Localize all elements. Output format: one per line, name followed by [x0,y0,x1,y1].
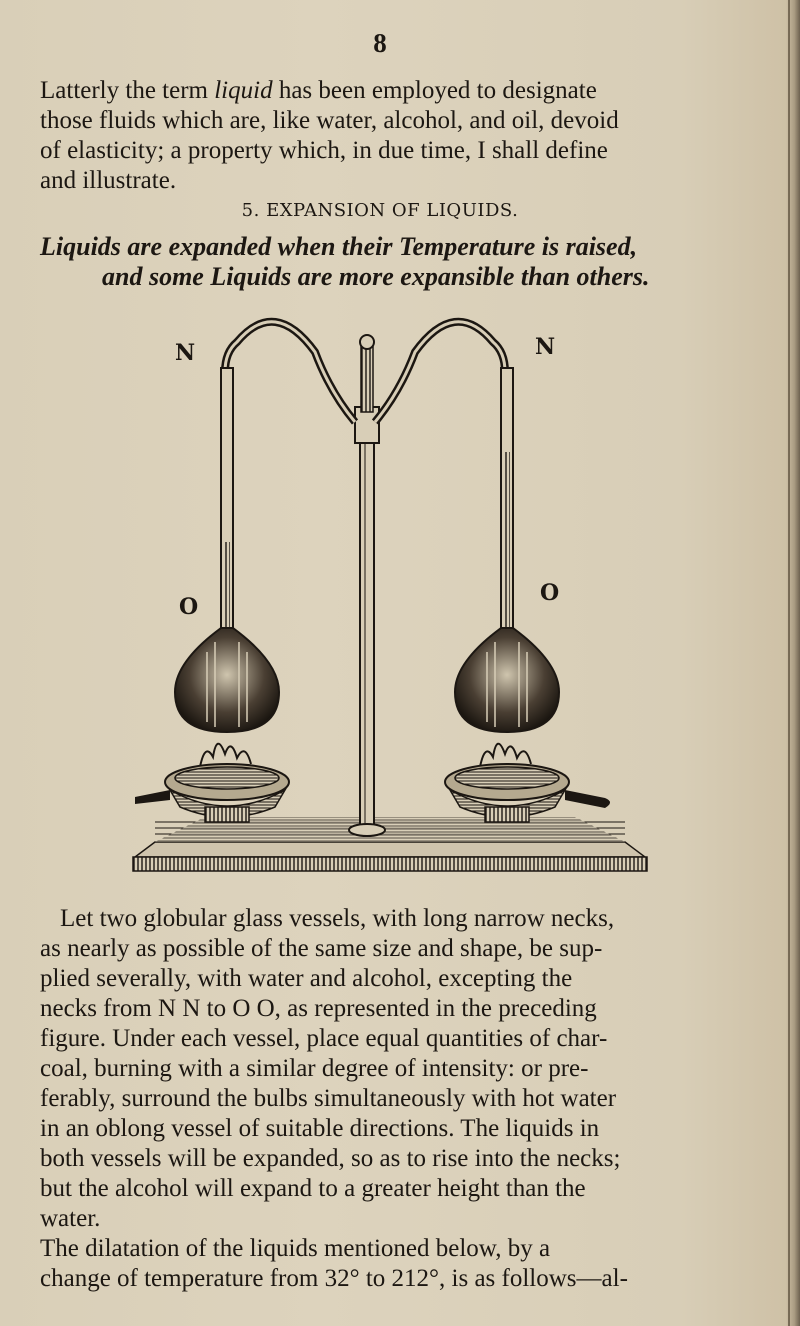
section-heading: 5. EXPANSION OF LIQUIDS. [241,200,519,221]
label-o-right: O [540,580,560,606]
right-bent-neck [375,322,505,422]
body-line: coal, burning with a similar degree of intensity: or pre- [40,1055,589,1082]
body-line: necks from N N to O O, as represented in the preceding [40,995,597,1022]
intro-paragraph [40,76,740,196]
body-paragraph [40,904,740,1294]
label-n-left: N [175,340,196,366]
body-line: ferably, surround the bulbs simultaneously with hot water [40,1085,617,1112]
right-vessel [455,368,559,732]
left-burner [135,744,289,822]
body-line: Let two globular glass vessels, with long narrow necks, [60,905,615,932]
apparatus-figure [125,312,655,872]
label-o-left: O [179,594,199,620]
left-vessel [175,368,279,732]
body-line: The dilatation of the liquids mentioned below, by a [40,1235,551,1262]
apparatus-illustration [125,312,655,872]
emphasized-term: liquid [214,77,273,104]
right-burner [445,744,610,822]
rule-statement [40,232,740,292]
body-line: plied severally, with water and alcohol, excepting the [40,965,573,992]
body-line: water. [40,1205,101,1232]
body-line: in an oblong vessel of suitable directions. The liquids in [40,1115,600,1142]
body-line: as nearly as possible of the same size and shape, be sup- [40,935,603,962]
rule-line: Liquids are expanded when their Temperature is raised, [40,232,638,261]
intro-line: Latterly the term liquid has been employed to designate [40,77,597,104]
intro-line: of elasticity; a property which, in due time, I shall define [40,137,608,164]
page-edge-line [788,0,790,1326]
base-plate [133,817,647,871]
body-line: figure. Under each vessel, place equal quantities of char- [40,1025,608,1052]
body-line: but the alcohol will expand to a greater height than the [40,1175,586,1202]
page-number: 8 [373,28,387,58]
label-n-right: N [535,334,556,360]
intro-line: those fluids which are, like water, alcohol, and oil, devoid [40,107,619,134]
left-bent-neck [225,322,355,422]
body-line: change of temperature from 32° to 212°, is as follows—al- [40,1265,628,1292]
rule-line: and some Liquids are more expansible than others. [102,262,650,291]
intro-line: and illustrate. [40,167,177,194]
body-line: both vessels will be expanded, so as to rise into the necks; [40,1145,621,1172]
